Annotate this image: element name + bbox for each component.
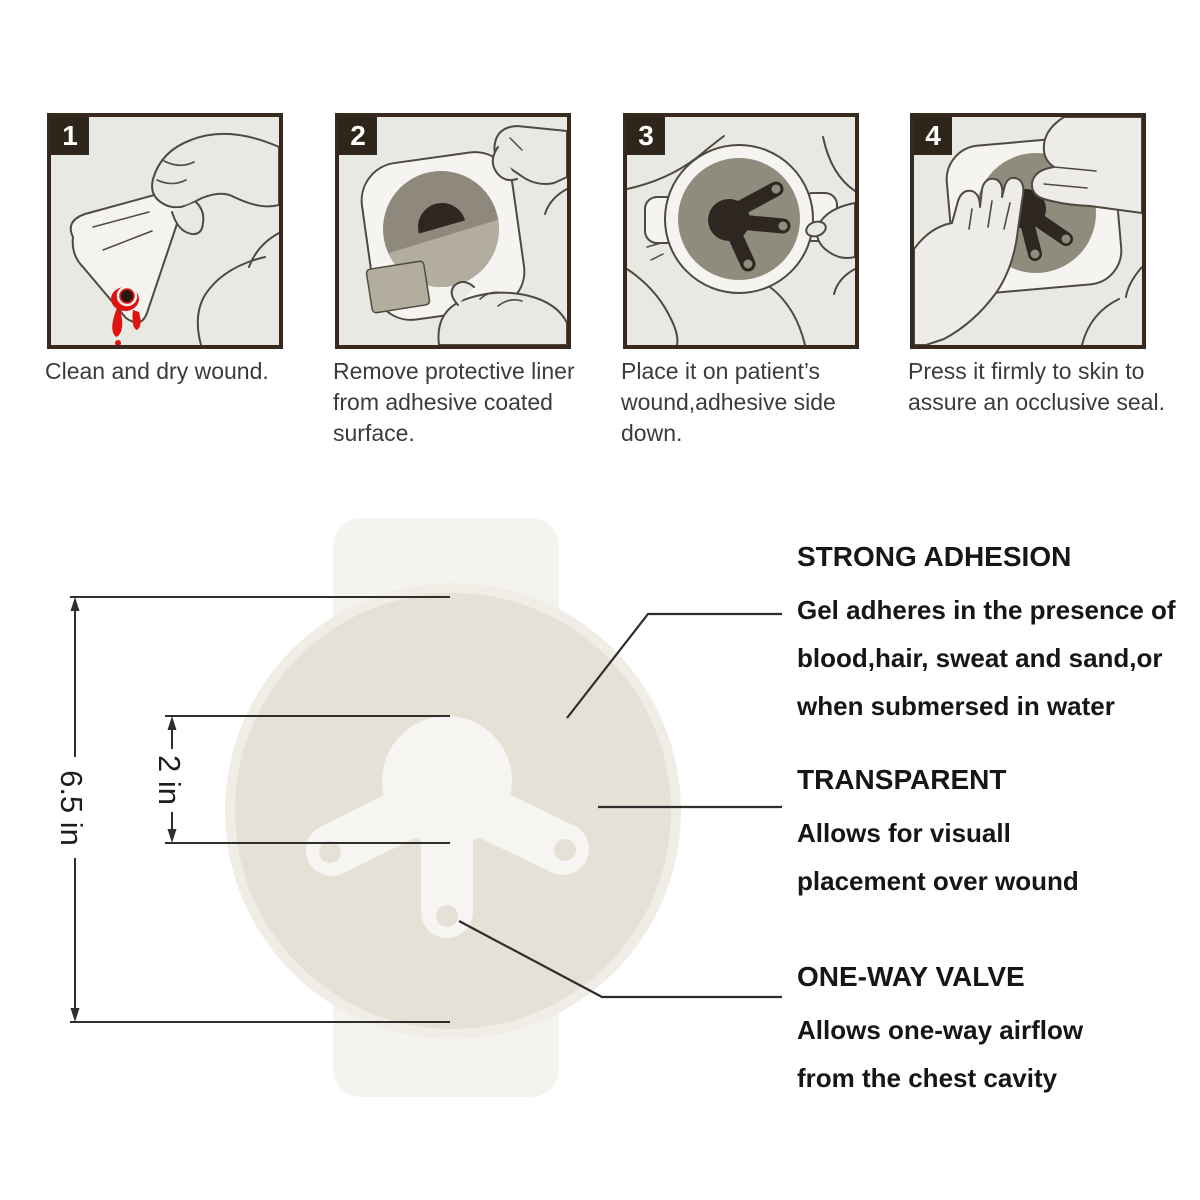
callout-transparent <box>797 764 1197 905</box>
step-panel-4 <box>910 113 1146 349</box>
caption-line: from adhesive coated <box>333 389 553 415</box>
step-panel-2 <box>335 113 571 349</box>
step2-caption <box>333 356 623 449</box>
caption-line: down. <box>621 420 683 446</box>
callout-line: placement over wound <box>797 866 1079 896</box>
step-number-badge: 4 <box>914 117 952 155</box>
callout-line: Allows for visuall <box>797 818 1011 848</box>
caption-line: Remove protective liner <box>333 358 575 384</box>
chest-seal-product-diagram <box>0 480 800 1120</box>
caption-line: assure an occlusive seal. <box>908 389 1165 415</box>
dimension-overall-label: 6.5 in <box>54 770 89 846</box>
callout-title: TRANSPARENT <box>797 764 1007 795</box>
callout-line: from the chest cavity <box>797 1063 1058 1093</box>
caption-line: Place it on patient’s <box>621 358 821 384</box>
callout-line: when submersed in water <box>797 691 1115 721</box>
callout-line: blood,hair, sweat and sand,or <box>797 643 1163 673</box>
step-panel-3 <box>623 113 859 349</box>
caption-line: wound,adhesive side <box>621 389 836 415</box>
step1-caption <box>45 356 335 387</box>
callout-line: Gel adheres in the presence of <box>797 595 1176 625</box>
step-number-badge: 1 <box>51 117 89 155</box>
callout-title: STRONG ADHESION <box>797 541 1072 572</box>
body-contour <box>198 257 265 345</box>
caption-line: Clean and dry wound. <box>45 358 269 384</box>
step-number-badge: 2 <box>339 117 377 155</box>
callout-title: ONE-WAY VALVE <box>797 961 1025 992</box>
step4-caption <box>908 356 1198 418</box>
hand <box>152 134 279 207</box>
step-panel-1 <box>47 113 283 349</box>
step-number-badge: 3 <box>627 117 665 155</box>
dimension-valve-label: 2 in <box>152 755 187 805</box>
lower-hand <box>914 178 1023 345</box>
callout-one-way-valve <box>797 961 1197 1102</box>
caption-line: Press it firmly to skin to <box>908 358 1145 384</box>
step3-caption <box>621 356 911 449</box>
caption-line: surface. <box>333 420 415 446</box>
callout-line: Allows one-way airflow <box>797 1015 1084 1045</box>
liner-tab <box>366 261 430 314</box>
callout-strong-adhesion <box>797 541 1197 730</box>
